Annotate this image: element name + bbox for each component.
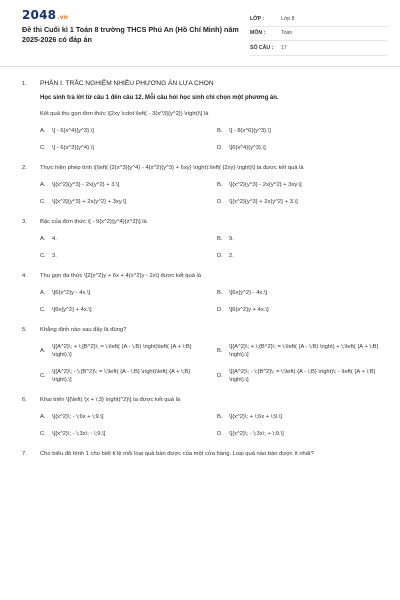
section-title: PHẦN I. TRẮC NGHIỆM NHIỀU PHƯƠNG ÁN LỰA CHỌN [40, 80, 214, 87]
meta-row-class [250, 12, 388, 27]
option-c[interactable]: C. \[6x{y^2} + 4x.\] [40, 307, 92, 313]
question-7 [22, 450, 386, 458]
option-b[interactable]: B. \[ - 8{x^6}{y^3}.\] [217, 128, 271, 134]
meta-value: 17 [281, 44, 287, 51]
meta-row-subject [250, 27, 388, 42]
option-a[interactable]: A. \[{x^2}\; - \;6x + \;9.\] [40, 414, 104, 420]
document-title: Đề thi Cuối kì 1 Toán 8 trường THCS Phú An (Hồ Chí Minh) năm 2025-2026 có đáp án [22, 25, 239, 44]
option-a[interactable]: A. 4. [40, 236, 57, 242]
question-2 [22, 164, 386, 206]
meta-table [250, 12, 388, 56]
option-d[interactable]: D. \[{x^2}\; - \;3x\; + \;9.\] [217, 431, 284, 437]
question-number: 6. [22, 397, 27, 403]
option-b[interactable]: B. \[{x^2}{y^3} - 2x{y^2} + 3xy.\] [217, 182, 302, 188]
header-divider [0, 66, 400, 67]
options [40, 413, 386, 438]
options [40, 289, 386, 314]
question-text: Thu gọn đa thức \[2{x^2}y + 6x + 4{x^2}y - 2x\] được kết quả là [40, 273, 202, 279]
question-number: 5. [22, 327, 27, 333]
header [0, 0, 400, 62]
question-6 [22, 396, 386, 438]
option-d[interactable]: D. \[{x^2}{y^3} + 2x{y^2} + 3.\] [217, 199, 298, 205]
question-number: 3. [22, 219, 27, 225]
section-instruction: Học sinh trả lời từ câu 1 đến câu 12. Mỗi câu hỏi học sinh chỉ chọn một phương án. [40, 95, 279, 101]
question-number: 4. [22, 273, 27, 279]
option-b[interactable]: B. \[{A^2}\; + \;{B^2}\; = \;\left( {A - \;B} \right) + \;\left( {A + \;B} \right).\] [217, 344, 379, 358]
meta-value: Toán [281, 30, 293, 37]
question-number: 7. [22, 451, 27, 457]
options [40, 181, 386, 206]
meta-value: Lớp 8 [281, 15, 295, 22]
question-text: Bậc của đơn thức \[ - 9{x^2}{y^4}{z^3}\] là [40, 219, 147, 225]
question-text: Khai triển \[{\left( {x + \;3} \right)^2}\] ta được kết quả là [40, 397, 181, 403]
option-a[interactable]: A. \[{x^2}{y^3} - 2x{y^2} + 3.\] [40, 182, 120, 188]
question-text: Kết quả thu gọn đơn thức \[2xy \cdot \left( - 3{x^3}{y^2}) \right)\] là [40, 111, 209, 117]
meta-key: LỚP : [250, 15, 265, 22]
site-logo[interactable]: 2048.vn [22, 8, 69, 22]
question-3 [22, 218, 386, 260]
option-c[interactable]: C. \[ - 6{x^3}{y^4}.\] [40, 145, 94, 151]
question-5 [22, 326, 386, 384]
question-text: Thực hiện phép tính \[\left( {2{x^3}{y^4} - 4{x^2}{y^3} + 6xy} \right):\left( {2xy} \right)\] ta được kết quả là [40, 165, 304, 171]
option-d[interactable]: D. \[6{x^2}y + 4x.\] [217, 307, 269, 313]
meta-key: MÔN : [250, 30, 266, 37]
question-1 [22, 80, 386, 152]
meta-row-count [250, 41, 388, 56]
options [40, 127, 386, 152]
section-number: 1. [22, 81, 27, 87]
meta-key: SỐ CÂU : [250, 44, 274, 51]
option-d[interactable]: D. \[{A^2}\; - \;{B^2}\; = \;\left( {A - \;B} \right)\; - \left( {A + \;B} \right).\] [217, 369, 376, 383]
option-d[interactable]: D. \[6{x^4}{y^3}.\] [217, 145, 266, 151]
option-c[interactable]: C. 3. [40, 253, 57, 259]
option-a[interactable]: A. \[ - 6{x^4}{y^3}.\] [40, 128, 94, 134]
options [40, 343, 386, 384]
option-b[interactable]: B. \[6x{y^2} - 4x.\] [217, 290, 268, 296]
option-b[interactable]: B. \[{x^2}\; + \;6x + \;9.\] [217, 414, 282, 420]
question-4 [22, 272, 386, 314]
option-d[interactable]: D. 2. [217, 253, 234, 259]
options [40, 235, 386, 260]
option-a[interactable]: A. \[{A^2}\; + \;{B^2}\; = \;\left( {A - \;B} \right)\left( {A + \;B} \right).\] [40, 344, 192, 358]
question-text: Cho biểu đồ hình 1 cho biết tỉ lệ mỗi loại quả bán được của một cửa hàng. Loại quả nào bán được ít nhất? [40, 451, 314, 457]
question-text: Khẳng định nào sau đây là đúng? [40, 327, 127, 333]
option-a[interactable]: A. \[6{x^2}y - 4x.\] [40, 290, 91, 296]
option-c[interactable]: C. \[{x^2}\; - \;3x\; - \;9.\] [40, 431, 106, 437]
option-b[interactable]: B. 9. [217, 236, 234, 242]
option-c[interactable]: C. \[{x^3}{y^3} + 2x{y^2} + 3xy.\] [40, 199, 127, 205]
question-number: 2. [22, 165, 27, 171]
option-c[interactable]: C. \[{A^2}\; - \;{B^2}\; = \;\left( {A - \;B} \right)\left( {A + \;B} \right).\] [40, 369, 191, 383]
questions [22, 80, 386, 470]
